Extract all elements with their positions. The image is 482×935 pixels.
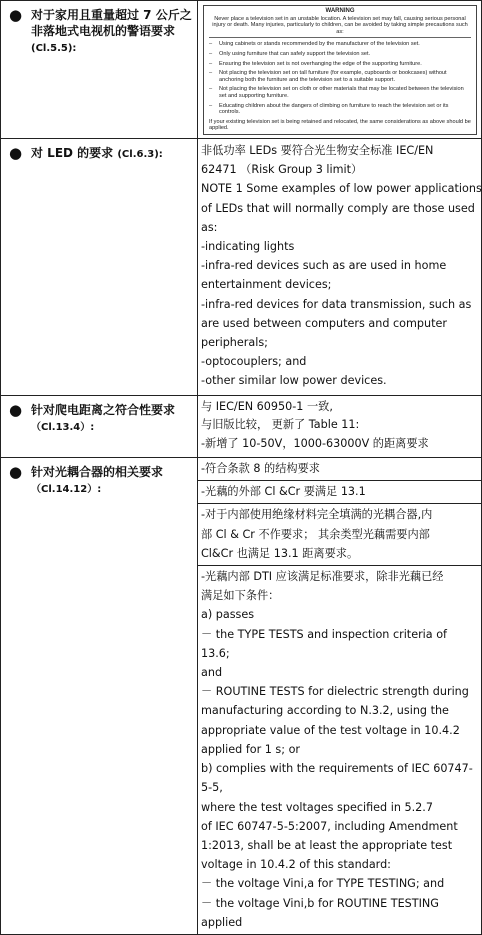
bullet-icon: ●	[9, 400, 23, 419]
divider	[209, 37, 471, 38]
text-line: -对于内部使用绝缘材料完全填满的光耦合器,内	[201, 508, 433, 522]
clause-ref: （Cl.13.4）:	[31, 421, 95, 433]
text-line: 部 Cl & Cr 不作要求； 其余类型光藕需要内部	[201, 527, 430, 541]
requirement-cell	[1, 1, 198, 139]
warning-title: WARNING	[325, 8, 355, 14]
content-cell	[198, 458, 482, 935]
requirement-label: 对于家用且重量超过 7 公斤之非落地式电视机的警语要求	[31, 8, 192, 38]
requirement-label: 对 LED 的要求	[31, 145, 114, 160]
bullet-icon: ●	[9, 6, 23, 24]
list-item: – Ensuring the television set is not overhanging the edge of the supporting furniture.	[209, 60, 422, 67]
content-cell	[198, 395, 482, 458]
text-line: -新增了 10-50V，1000-63000V 的距离要求	[201, 436, 429, 450]
text-line: -infra-red devices for data transmission, such as	[201, 297, 472, 311]
text-line: are used between computers and computer	[201, 316, 447, 330]
text-line: -光藕的外部 Cl &Cr 要满足 13.1	[201, 485, 366, 499]
text-line: of IEC 60747-5-5:2007, including Amendment	[201, 819, 458, 833]
list-item: – Not placing the television set on cloth or other materials that may be located between the television set and supporting furniture.	[209, 86, 464, 99]
text-line: -optocouplers; and	[201, 355, 307, 369]
list-item: – Using cabinets or stands recommended by the manufacturer of the television set.	[209, 41, 420, 48]
table-row	[1, 1, 482, 139]
text-line: where the test voltages specified in 5.2.7	[201, 800, 433, 814]
requirement-cell	[1, 395, 198, 458]
table-row	[1, 395, 482, 458]
text-line: 62471 （Risk Group 3 limit）	[201, 163, 363, 177]
text-line: entertainment devices;	[201, 278, 332, 292]
text-line: voltage in 10.4.2 of this standard:	[201, 858, 391, 872]
bullet-icon: ●	[9, 463, 23, 482]
requirement-label: 针对光耦合器的相关要求	[31, 465, 164, 480]
text-line: 1:2013, shall be at least the appropriate test	[201, 838, 453, 852]
text-line: peripherals;	[201, 335, 268, 349]
text-line: NOTE 1 Some examples of low power applications	[201, 182, 482, 196]
content-cell	[198, 1, 482, 139]
clause-ref: (Cl.5.5):	[31, 43, 77, 54]
table-row	[1, 458, 482, 935]
text-line: -符合条款 8 的结构要求	[201, 462, 320, 476]
text-line: manufacturing according to N.3.2, using the	[201, 704, 449, 718]
content-cell	[198, 138, 482, 395]
requirement-cell	[1, 138, 198, 395]
clause-ref: （Cl.14.12）:	[31, 484, 102, 496]
text-line: -indicating lights	[201, 239, 295, 253]
table-row	[1, 138, 482, 395]
requirement-label: 针对爬电距离之符合性要求	[31, 402, 176, 417]
clause-ref: (Cl.6.3):	[117, 148, 163, 160]
led-requirement-text	[198, 139, 481, 395]
text-line: of LEDs that will normally comply are those used	[201, 201, 475, 215]
text-line: － ROUTINE TESTS for dielectric strength during	[201, 685, 469, 699]
text-line: -infra-red devices such as are used in home	[201, 259, 447, 273]
sub-requirement	[198, 566, 481, 934]
text-line: 与 IEC/EN 60950-1 一致,	[201, 399, 333, 413]
requirement-cell	[1, 458, 198, 935]
list-item: – Not placing the television set on tall furniture (for example, cupboards or bookcases) without anchoring both the furniture and the television set to a suitable support.	[209, 70, 447, 83]
text-line: Cl&Cr 也满足 13.1 距离要求。	[201, 546, 359, 560]
text-line: － the voltage Vini,a for TYPE TESTING; and	[201, 877, 445, 891]
text-line: and	[201, 666, 223, 680]
sub-requirement	[198, 458, 481, 481]
text-line: -other similar low power devices.	[201, 374, 387, 388]
creepage-text	[198, 396, 481, 458]
warning-label-box	[203, 5, 477, 135]
text-line: a) passes	[201, 608, 255, 622]
text-line: b) complies with the requirements of IEC 60747-5-5,	[201, 762, 473, 795]
text-line: as:	[201, 220, 218, 234]
sub-requirement	[198, 504, 481, 566]
bullet-icon: ●	[9, 143, 23, 162]
text-line: 满足如下条件：	[201, 589, 280, 603]
sub-requirement	[198, 481, 481, 504]
text-line: 非低功率 LEDs 要符合光生物安全标准 IEC/EN	[201, 143, 434, 157]
warning-intro: Never place a television set in an unstable location. A television set may fall, causing serious personal injury or death. Many injuries, particularly to children, can be avoided by taking simple precautions such as:	[212, 15, 468, 35]
list-item: – Educating children about the dangers of climbing on furniture to reach the television set or its controls.	[209, 102, 449, 116]
text-line: appropriate value of the test voltage in 10.4.2	[201, 723, 460, 737]
text-line: － the voltage Vini,b for ROUTINE TESTING applied	[201, 896, 439, 929]
text-line: -光藕内部 DTI 应该满足标准要求，除非光藕已经	[201, 570, 444, 584]
text-line: applied for 1 s; or	[201, 742, 301, 756]
warning-footer: If your existing television set is being retained and relocated, the same considerations as above should be applied.	[209, 118, 471, 132]
text-line: － the TYPE TESTS and inspection criteria of 13.6;	[201, 627, 447, 660]
text-line: 与旧版比较， 更新了 Table 11:	[201, 418, 360, 432]
list-item: – Only using furniture that can safely support the television set.	[209, 50, 371, 57]
